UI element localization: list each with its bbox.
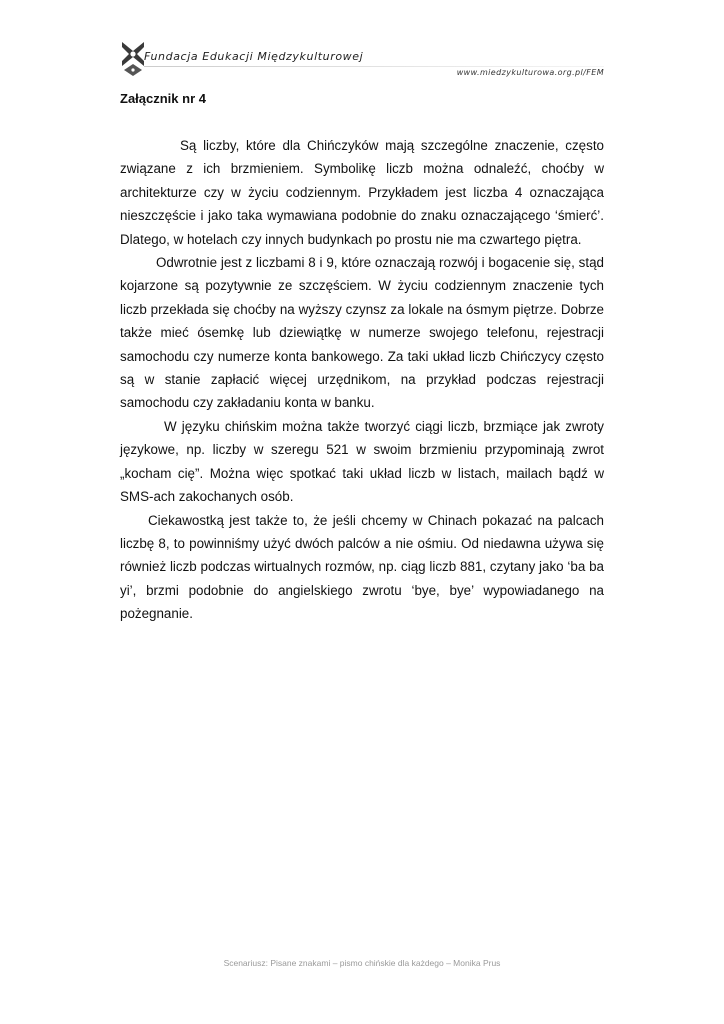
header-divider xyxy=(144,66,604,67)
foundation-url: www.miedzykulturowa.org.pl/FEM xyxy=(456,68,604,77)
paragraph-4: Ciekawostką jest także to, że jeśli chcemy w Chinach pokazać na palcach liczbę 8, to powinniśmy użyć dwóch palców a nie ośmiu. Od niedawna używa się również liczb podczas wirtualnych rozmów, np. ciąg liczb 881, czytany jako ‘ba ba yi’, brzmi podobnie do angielskiego zwrotu ‘bye, bye’ wypowiadanego na pożegnanie. xyxy=(120,512,604,622)
document-body xyxy=(120,134,604,626)
paragraph-2: Odwrotnie jest z liczbami 8 i 9, które oznaczają rozwój i bogacenie się, stąd kojarzone są pozytywnie ze szczęściem. W życiu codziennym znaczenie tych liczb przekłada się choćby na wyższy czynsz za lokale na ósmym piętrze. Dobrze także mieć ósemkę lub dziewiątkę w numerze swojego telefonu, rejestracji samochodu czy numerze konta bankowego. Za taki układ liczb Chińczycy często są w stanie zapłacić więcej urzędnikom, na przykład podczas rejestracji samochodu czy zakładaniu konta w banku. xyxy=(120,255,604,411)
foundation-logo-icon xyxy=(120,40,146,76)
document-title: Załącznik nr 4 xyxy=(120,91,206,106)
paragraph-1: Są liczby, które dla Chińczyków mają szczególne znaczenie, często związane z ich brzmieniem. Symbolikę liczb można odnaleźć, choćby w architekturze czy w życiu codziennym. Przykładem jest liczba 4 oznaczająca nieszczęście i jako taka wymawiana podobnie do znaku oznaczającego ‘śmierć’. Dlatego, w hotelach czy innych budynkach po prostu nie ma czwartego piętra. xyxy=(120,138,604,247)
paragraph-3: W języku chińskim można także tworzyć ciągi liczb, brzmiące jak zwroty językowe, np. liczby w szeregu 521 w swoim brzmieniu przypominają zwrot „kocham cię”. Można więc spotkać taki układ liczb w listach, mailach bądź w SMS-ach zakochanych osób. xyxy=(120,418,604,505)
page-footer: Scenariusz: Pisane znakami – pismo chińskie dla każdego – Monika Prus xyxy=(223,958,501,968)
page-header xyxy=(120,40,604,80)
foundation-name: Fundacja Edukacji Międzykulturowej xyxy=(144,50,364,63)
